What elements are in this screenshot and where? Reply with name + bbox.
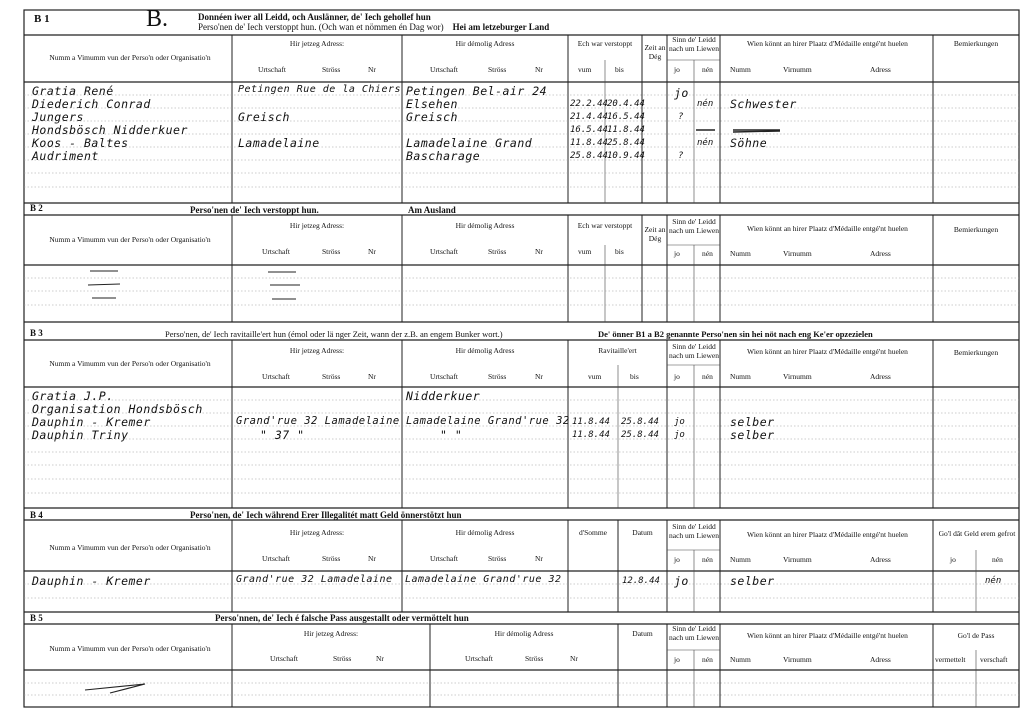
- b1-header-vum: vum: [578, 65, 592, 74]
- b1-row-2-old: Elsehen: [406, 97, 458, 111]
- b4-header-datum: Datum: [632, 528, 653, 537]
- b3-row-3-name: Dauphin - Kremer: [32, 415, 151, 429]
- section-b3-title: Perso'nen, de' Iech ravitaille'ert hun (émol oder lä nger Zeit, wann der z.B. an engem Bunker wort.): [165, 329, 503, 339]
- b3-row-4-old: " ": [440, 428, 463, 442]
- b4-header-gold-jo: jo: [950, 555, 956, 564]
- b3-row-3-jo: jo: [674, 417, 685, 427]
- b5-header-adress: Adress: [870, 655, 891, 664]
- b4-header-numm: Numm: [730, 555, 751, 564]
- b5-header-verschaft: verschaft: [980, 655, 1008, 664]
- b2-header-vum: vum: [578, 247, 592, 256]
- section-b5-title: Perso'nnen, de' Iech é falsche Pass ausgestallt oder vermöttelt hun: [215, 613, 469, 623]
- b1-header-nen: nén: [702, 65, 713, 74]
- section-b2-label: B 2: [30, 203, 43, 213]
- b2-header-jo: jo: [674, 249, 680, 258]
- b1-row-3-vum: 21.4.44: [570, 112, 608, 122]
- b4-row-1-old: Lamadelaine Grand'rue 32: [405, 574, 562, 585]
- b3-row-1-name: Gratia J.P.: [32, 389, 114, 403]
- b1-row-5-old: Lamadelaine Grand: [406, 136, 533, 150]
- b2-header-urtschaft: Urtschaft: [262, 247, 290, 256]
- b3-header-jo: jo: [674, 372, 680, 381]
- b1-row-3-name: Jungers: [32, 110, 84, 124]
- b1-row-1-jo: jo: [674, 86, 689, 100]
- b4-header-urtschaft-2: Urtschaft: [430, 554, 458, 563]
- b2-header-bis: bis: [615, 247, 624, 256]
- section-b4-label: B 4: [30, 510, 43, 520]
- b1-row-5-vum: 11.8.44: [570, 138, 608, 148]
- b2-header-numm: Numm: [730, 249, 751, 258]
- b2-header-nen: nén: [702, 249, 713, 258]
- b1-header-name: Numm a Vimumm vun der Perso'n oder Organisatio'n: [49, 53, 211, 62]
- b3-header-numm: Numm: [730, 372, 751, 381]
- b2-header-stross: Ströss: [322, 247, 341, 256]
- b5-header-stross: Ströss: [333, 654, 352, 663]
- b1-row-3-current: Greisch: [238, 110, 290, 124]
- b4-row-1-name: Dauphin - Kremer: [32, 574, 151, 588]
- b3-header-ravitaille: Ravitaille'ert: [598, 346, 637, 355]
- b3-header-nen: nén: [702, 372, 713, 381]
- b1-header-urtschaft: Urtschaft: [258, 65, 286, 74]
- b4-header-urtschaft: Urtschaft: [262, 554, 290, 563]
- b4-header-stross-2: Ströss: [488, 554, 507, 563]
- b1-header-zeit: Zeit an Dég: [644, 43, 666, 61]
- b5-header-sinn: Sinn de' Leidd nach um Liewen: [669, 624, 719, 642]
- b1-header-medal: Wien könnt an hirer Plaatz d'Médaille entgé'nt huelen: [747, 39, 908, 48]
- b5-header-numm: Numm: [730, 655, 751, 664]
- b1-header-old: Hir démolig Adress: [455, 39, 515, 48]
- b1-row-6-jo: ?: [678, 151, 684, 161]
- b1-row-5-bis: 25.8.44: [607, 138, 645, 148]
- b3-row-3-old: Lamadelaine Grand'rue 32: [406, 415, 570, 427]
- b5-header-medal: Wien könnt an hirer Plaatz d'Médaille entgé'nt huelen: [747, 631, 908, 640]
- b3-header-nr: Nr: [368, 372, 376, 381]
- b2-header-current: Hir jetzeg Adress:: [289, 221, 345, 230]
- b1-header-urtschaft-2: Urtschaft: [430, 65, 458, 74]
- b3-row-3-medal: selber: [730, 415, 775, 429]
- b5-header-old: Hir démolig Adress: [494, 629, 554, 638]
- b2-header-nr-2: Nr: [535, 247, 543, 256]
- b1-row-6-vum: 25.8.44: [570, 151, 608, 161]
- b1-row-5-medal: Söhne: [730, 136, 768, 150]
- b3-header-vum: vum: [588, 372, 602, 381]
- b1-row-2-name: Diederich Conrad: [32, 97, 151, 111]
- b3-row-4-jo: jo: [674, 430, 685, 440]
- b4-header-current: Hir jetzeg Adress:: [289, 528, 345, 537]
- b1-header-nr-2: Nr: [535, 65, 543, 74]
- b4-header-name: Numm a Vimumm vun der Perso'n oder Organisatio'n: [49, 543, 211, 552]
- b2-header-urtschaft-2: Urtschaft: [430, 247, 458, 256]
- b1-header-adress: Adress: [870, 65, 891, 74]
- b5-header-name: Numm a Vimumm vun der Perso'n oder Organisatio'n: [49, 644, 211, 653]
- b2-header-sinn: Sinn de' Leidd nach um Liewen: [669, 217, 719, 235]
- b4-header-jo: jo: [674, 555, 680, 564]
- section-b3-label: B 3: [30, 328, 43, 338]
- b2-header-hidden: Ech war verstoppt: [577, 221, 633, 230]
- b4-header-medal: Wien könnt an hirer Plaatz d'Médaille entgé'nt huelen: [747, 530, 908, 539]
- b3-row-3-current: Grand'rue 32 Lamadelaine: [236, 415, 400, 427]
- b4-header-gold-nen: nén: [992, 555, 1003, 564]
- b3-header-stross-2: Ströss: [488, 372, 507, 381]
- b4-row-1-datum: 12.8.44: [622, 576, 660, 586]
- b5-header-nr-2: Nr: [570, 654, 578, 663]
- b2-header-remarks: Bemierkungen: [953, 225, 999, 234]
- b1-row-2-bis: 20.4.44: [607, 99, 645, 109]
- b4-header-nr: Nr: [368, 554, 376, 563]
- b5-header-stross-2: Ströss: [525, 654, 544, 663]
- b1-header-stross-2: Ströss: [488, 65, 507, 74]
- b1-row-4-bis: 11.8.44: [607, 125, 645, 135]
- b1-header-nr: Nr: [368, 65, 376, 74]
- b4-header-virnumm: Virnumm: [783, 555, 812, 564]
- b4-header-adress: Adress: [870, 555, 891, 564]
- b1-row-3-jo: ?: [678, 112, 684, 122]
- b1-row-1-name: Gratia René: [32, 84, 114, 98]
- b1-row-3-old: Greisch: [406, 110, 458, 124]
- b4-header-nen: nén: [702, 555, 713, 564]
- b1-row-3-bis: 16.5.44: [607, 112, 645, 122]
- b2-header-medal: Wien könnt an hirer Plaatz d'Médaille entgé'nt huelen: [747, 224, 908, 233]
- b1-header-numm: Numm: [730, 65, 751, 74]
- b3-header-bis: bis: [630, 372, 639, 381]
- b1-row-5-current: Lamadelaine: [238, 136, 320, 150]
- b1-row-2-vum: 22.2.44: [570, 99, 608, 109]
- b4-row-1-medal: selber: [730, 574, 775, 588]
- b3-row-4-name: Dauphin Triny: [32, 428, 129, 442]
- b1-row-6-name: Audriment: [32, 149, 99, 163]
- b2-header-nr: Nr: [368, 247, 376, 256]
- b3-header-stross: Ströss: [322, 372, 341, 381]
- form-title-1: Donnéen iwer all Leidd, och Auslänner, de' Iech gehollef hun: [198, 12, 431, 22]
- b1-header-sinn: Sinn de' Leidd nach um Liewen: [669, 35, 719, 53]
- b3-row-3-bis: 25.8.44: [621, 417, 659, 427]
- b1-row-1-current: Petingen Rue de la Chiers: [238, 84, 402, 95]
- section-b2-title: Perso'nen de' Iech verstoppt hun.: [190, 205, 319, 215]
- section-b3-title-b: De' önner B1 a B2 genannte Perso'nen sin hei nöt nach eng Ke'er opzezielen: [598, 329, 873, 339]
- b4-header-nr-2: Nr: [535, 554, 543, 563]
- b3-row-4-current: " 37 ": [260, 428, 305, 442]
- b3-header-remarks: Bemierkungen: [953, 348, 999, 357]
- b4-header-stross: Ströss: [322, 554, 341, 563]
- b1-header-stross: Ströss: [322, 65, 341, 74]
- b1-row-6-bis: 10.9.44: [607, 151, 645, 161]
- b3-row-3-vum: 11.8.44: [572, 417, 610, 427]
- section-b4-title: Perso'nen, de' Iech während Erer Illegalitét matt Geld önnerstötzt hun: [190, 510, 462, 520]
- b1-row-6-old: Bascharage: [406, 149, 481, 163]
- b2-header-adress: Adress: [870, 249, 891, 258]
- b1-header-current: Hir jetzeg Adress:: [289, 39, 345, 48]
- b3-header-nr-2: Nr: [535, 372, 543, 381]
- b3-header-virnumm: Virnumm: [783, 372, 812, 381]
- form-letter: B.: [146, 6, 169, 32]
- b5-header-virnumm: Virnumm: [783, 655, 812, 664]
- b5-header-nen: nén: [702, 655, 713, 664]
- b3-header-adress: Adress: [870, 372, 891, 381]
- b5-header-urtschaft: Urtschaft: [270, 654, 298, 663]
- b3-header-urtschaft-2: Urtschaft: [430, 372, 458, 381]
- b4-header-old: Hir démolig Adress: [455, 528, 515, 537]
- b2-header-name: Numm a Vimumm vun der Perso'n oder Organisatio'n: [49, 235, 211, 244]
- b3-row-4-vum: 11.8.44: [572, 430, 610, 440]
- section-b2-title-b: Am Ausland: [408, 205, 456, 215]
- b3-header-sinn: Sinn de' Leidd nach um Liewen: [669, 342, 719, 360]
- b2-header-zeit: Zeit an Dég: [644, 225, 666, 243]
- section-b5-label: B 5: [30, 613, 43, 623]
- b1-header-bis: bis: [615, 65, 624, 74]
- b1-row-5-nen: nén: [697, 138, 714, 148]
- b1-row-4-name: Hondsbösch Nidderkuer: [32, 123, 188, 137]
- b1-header-remarks: Bemierkungen: [953, 39, 999, 48]
- b5-header-pass: Go'l de Pass: [957, 631, 995, 640]
- b5-header-urtschaft-2: Urtschaft: [465, 654, 493, 663]
- b1-header-virnumm: Virnumm: [783, 65, 812, 74]
- b4-row-1-current: Grand'rue 32 Lamadelaine: [236, 574, 393, 585]
- b2-header-virnumm: Virnumm: [783, 249, 812, 258]
- b1-row-2-medal: Schwester: [730, 97, 797, 111]
- b3-header-name: Numm a Vimumm vun der Perso'n oder Organisatio'n: [49, 359, 211, 368]
- b5-header-datum: Datum: [632, 629, 653, 638]
- b1-row-1-old: Petingen Bel-air 24: [406, 84, 548, 98]
- b3-header-current: Hir jetzeg Adress:: [289, 346, 345, 355]
- b4-header-gold: Go'l dât Geld erem gefrot: [938, 529, 1016, 538]
- b2-header-old: Hir démolig Adress: [455, 221, 515, 230]
- form-title-2: Perso'nen de' Iech verstoppt hun. (Och wan et nömmen én Dag wor) Hei am letzeburger Land: [198, 22, 550, 32]
- b2-header-stross-2: Ströss: [488, 247, 507, 256]
- section-b1-label: B 1: [34, 13, 50, 25]
- b4-header-sinn: Sinn de' Leidd nach um Liewen: [669, 522, 719, 540]
- b5-header-vermettelt: vermettelt: [935, 655, 966, 664]
- b3-row-4-medal: selber: [730, 428, 775, 442]
- b1-header-jo: jo: [674, 65, 680, 74]
- b3-header-old: Hir démolig Adress: [455, 346, 515, 355]
- b4-row-1-gold-nen: nén: [985, 576, 1002, 586]
- b5-header-current: Hir jetzeg Adress:: [303, 629, 359, 638]
- b4-header-somme: d'Somme: [578, 528, 608, 537]
- b3-header-medal: Wien könnt an hirer Plaatz d'Médaille entgé'nt huelen: [747, 347, 908, 356]
- b3-row-2-name: Organisation Hondsbösch: [32, 402, 203, 416]
- b5-header-nr: Nr: [376, 654, 384, 663]
- b1-header-hidden: Ech war verstoppt: [577, 39, 633, 48]
- b1-row-2-nen: nén: [697, 99, 714, 109]
- b4-row-1-jo: jo: [674, 574, 689, 588]
- b3-row-4-bis: 25.8.44: [621, 430, 659, 440]
- b3-row-1-old: Nidderkuer: [406, 389, 481, 403]
- b1-row-4-vum: 16.5.44: [570, 125, 608, 135]
- b1-row-5-name: Koos - Baltes: [32, 136, 129, 150]
- b3-header-urtschaft: Urtschaft: [262, 372, 290, 381]
- b5-header-jo: jo: [674, 655, 680, 664]
